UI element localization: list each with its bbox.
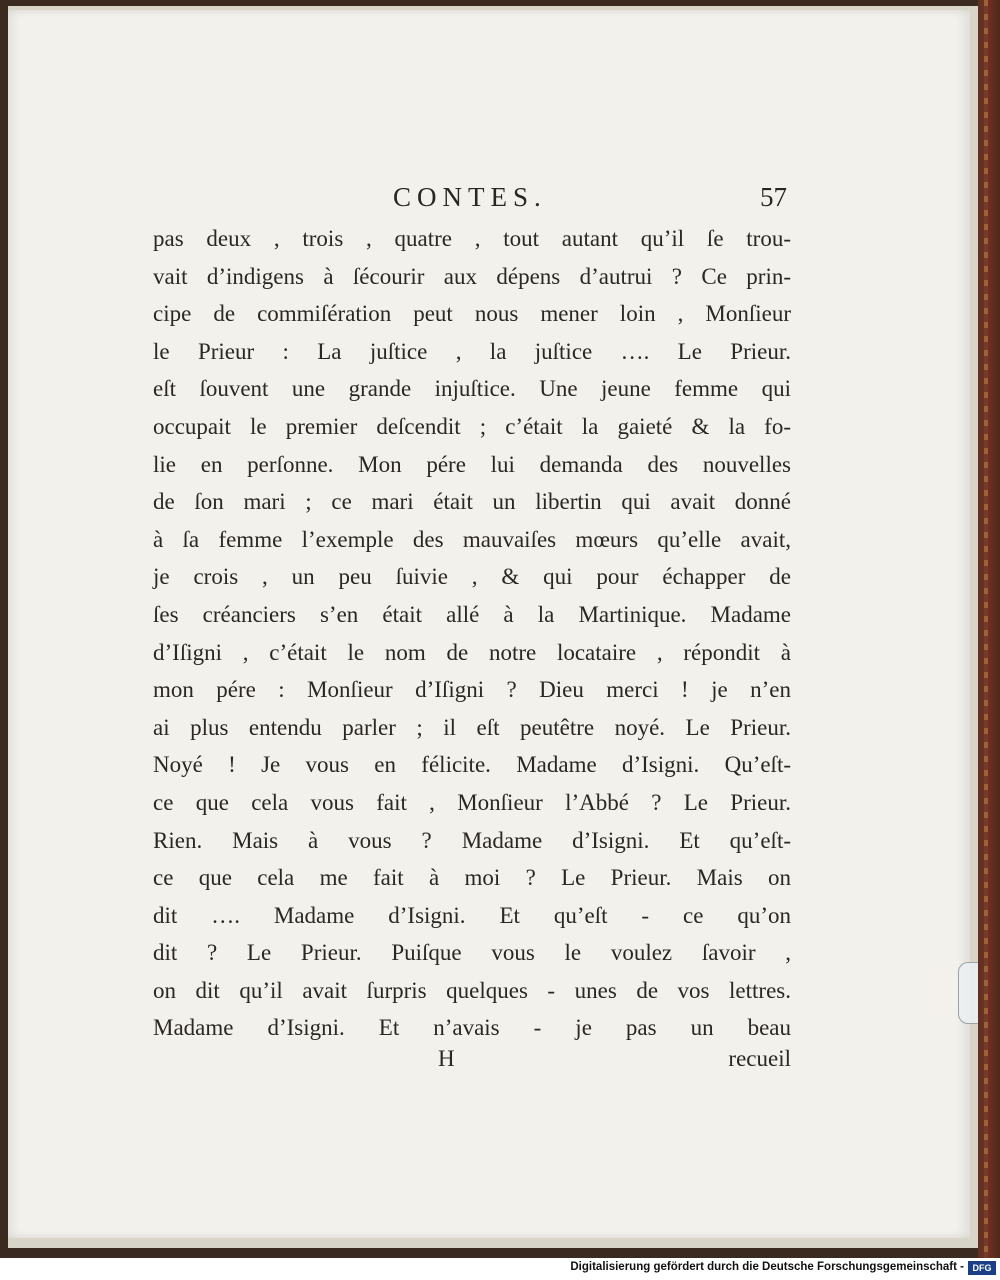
page-number: 57 — [760, 182, 787, 212]
text-line: le Prieur : La juſtice , la juſtice …. Le Prieur. — [153, 338, 791, 364]
text-line: de ſon mari ; ce mari était un libertin qui avait donné — [153, 489, 791, 515]
text-line: ſes créanciers s’en était allé à la Martinique. Madame — [153, 601, 791, 627]
book-page — [8, 10, 970, 1238]
page-header — [8, 182, 970, 218]
text-line: cipe de commiſération peut nous mener loin , Monſieur — [153, 301, 791, 327]
text-line: d’Iſigni , c’était le nom de notre locataire , répondit à — [153, 639, 791, 665]
body-text — [153, 220, 791, 1047]
book-cover-edge — [978, 0, 1000, 1258]
catchword: recueil — [728, 1046, 791, 1071]
text-line: Rien. Mais à vous ? Madame d’Isigni. Et qu’eſt- — [153, 827, 791, 853]
page-footer — [153, 1046, 791, 1078]
text-line: à ſa femme l’exemple des mauvaiſes mœurs qu’elle avait, — [153, 526, 791, 552]
running-title: CONTES. — [393, 182, 547, 212]
text-line: on dit qu’il avait ſurpris quelques - unes de vos lettres. — [153, 977, 791, 1003]
text-line: pas deux , trois , quatre , tout autant qu’il ſe trou- — [153, 226, 791, 251]
text-line: ai plus entendu parler ; il eſt peutêtre noyé. Le Prieur. — [153, 714, 791, 740]
text-line: dit ? Le Prieur. Puiſque vous le voulez ſavoir , — [153, 940, 791, 966]
text-line: lie en perſonne. Mon pére lui demanda des nouvelles — [153, 451, 791, 477]
text-line: dit …. Madame d’Isigni. Et qu’eſt - ce qu’on — [153, 902, 791, 928]
signature-mark: H — [438, 1046, 455, 1071]
dfg-logo-icon: DFG — [968, 1261, 996, 1275]
text-line: je crois , un peu ſuivie , & qui pour échapper de — [153, 564, 791, 590]
credit-text: Digitalisierung gefördert durch die Deutsche Forschungsgemeinschaft - — [570, 1261, 964, 1273]
text-line: Madame d’Isigni. Et n’avais - je pas un beau — [153, 1015, 791, 1041]
text-line: ce que cela me fait à moi ? Le Prieur. Mais on — [153, 865, 791, 891]
text-line: mon pére : Monſieur d’Iſigni ? Dieu merci ! je n’en — [153, 677, 791, 703]
credit-bar — [0, 1258, 1000, 1280]
text-line: Noyé ! Je vous en félicite. Madame d’Isigni. Qu’eſt- — [153, 752, 791, 778]
text-line: vait d’indigens à ſécourir aux dépens d’autrui ? Ce prin- — [153, 263, 791, 289]
text-line: occupait le premier deſcendit ; c’était la gaieté & la fo- — [153, 413, 791, 439]
text-line: eſt ſouvent une grande injuſtice. Une jeune femme qui — [153, 376, 791, 402]
text-line: ce que cela vous fait , Monſieur l’Abbé ? Le Prieur. — [153, 789, 791, 815]
